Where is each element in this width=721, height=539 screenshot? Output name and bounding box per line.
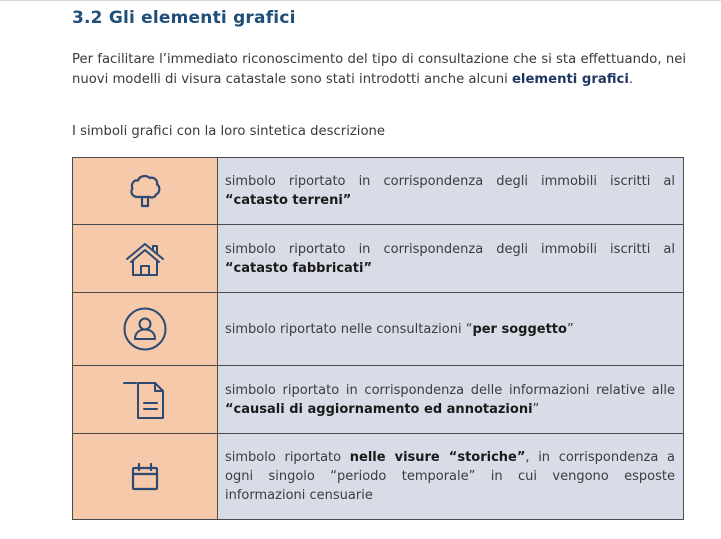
intro-paragraph	[72, 50, 686, 89]
table-row	[73, 293, 684, 366]
description-bold: per soggetto	[472, 321, 567, 337]
section-heading: 3.2 Gli elementi grafici	[72, 8, 296, 28]
person-icon	[122, 306, 168, 352]
description-text: simbolo riportato in corrispondenza degli immobili iscritti al	[225, 174, 675, 189]
description-cell	[218, 293, 684, 366]
description-text: simbolo riportato nelle consultazioni “	[225, 321, 473, 337]
symbols-table	[72, 157, 684, 520]
table-row	[73, 225, 684, 293]
description-text: simbolo riportato in corrispondenza delle informazioni relative alle	[225, 382, 675, 398]
intro-end: .	[628, 71, 634, 87]
description-cell	[218, 225, 684, 293]
table-row	[73, 158, 684, 225]
intro-text: Per facilitare l’immediato riconoscimento del tipo di consultazione che si sta effettuando, nei nuovi modelli di visura catastale sono stati introdotti anche alcuni	[72, 52, 686, 87]
description-bold: “catasto fabbricati”	[225, 260, 373, 276]
description-bold: “catasto terreni”	[225, 193, 352, 208]
description-bold: nelle visure “storiche”	[349, 450, 526, 465]
table-row	[73, 434, 684, 520]
description-bold: “causali di aggiornamento ed annotazioni	[225, 401, 533, 417]
document-icon	[122, 380, 168, 420]
description-suffix: , in corrispondenza a ogni singolo “periodo temporale” in cui vengono esposte informazioni censuarie	[225, 450, 675, 503]
icon-cell	[73, 158, 218, 225]
house-icon	[125, 241, 165, 277]
intro-emphasis: elementi grafici	[511, 71, 629, 87]
description-text: simbolo riportato	[225, 450, 350, 465]
tree-icon	[128, 173, 162, 209]
table-caption: I simboli grafici con la loro sintetica descrizione	[72, 124, 385, 139]
icon-cell	[73, 225, 218, 293]
description-cell	[218, 366, 684, 434]
calendar-icon	[130, 462, 160, 492]
description-cell	[218, 434, 684, 520]
icon-cell	[73, 434, 218, 520]
table-row	[73, 366, 684, 434]
description-text: simbolo riportato in corrispondenza degli immobili iscritti al	[225, 241, 675, 257]
description-suffix: ”	[532, 401, 540, 417]
description-suffix: ”	[566, 321, 574, 337]
description-cell	[218, 158, 684, 225]
icon-cell	[73, 366, 218, 434]
top-divider	[0, 0, 721, 1]
icon-cell	[73, 293, 218, 366]
